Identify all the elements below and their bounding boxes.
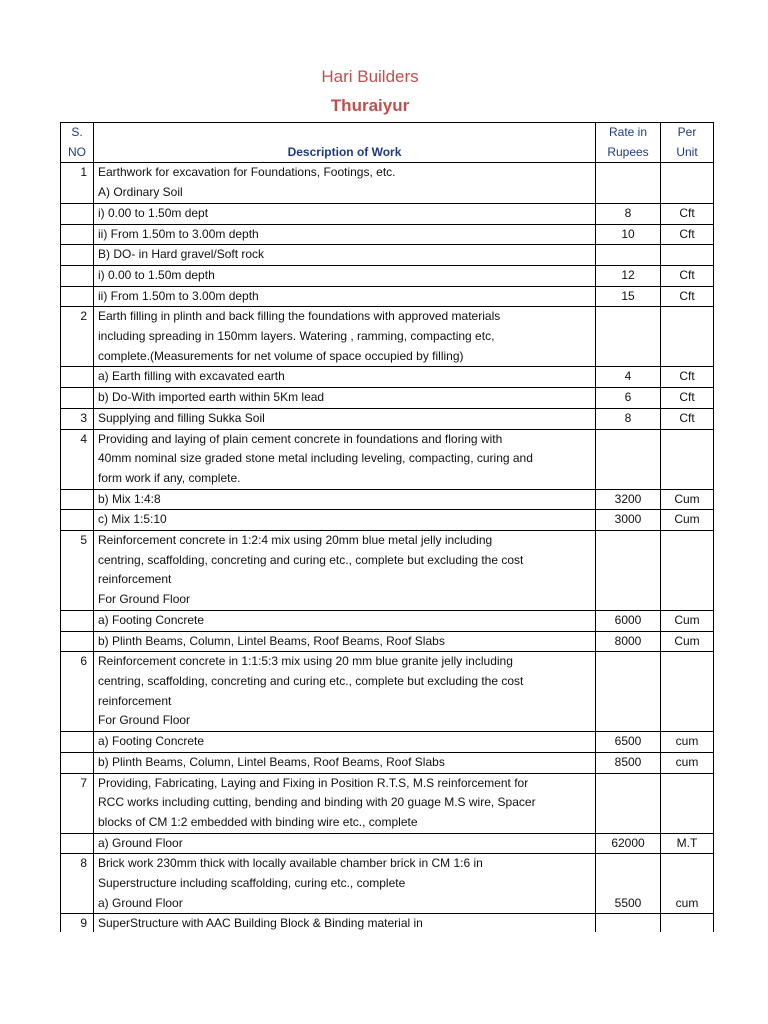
unit-cell: Cft (661, 367, 714, 388)
sno-cell (61, 610, 94, 631)
sno-cell: 2 (61, 307, 94, 367)
table-row (61, 367, 714, 388)
table-row (61, 833, 714, 854)
rate-table (60, 122, 714, 955)
description-cell: b) Mix 1:4:8 (94, 489, 596, 510)
rate-cell: 12 (596, 265, 661, 286)
sno-cell (61, 388, 94, 409)
unit-cell: Cft (661, 224, 714, 245)
table-row (61, 429, 714, 489)
company-name: Hari Builders (321, 67, 419, 86)
description-cell: b) Plinth Beams, Column, Lintel Beams, Roof Beams, Roof Slabs (94, 752, 596, 773)
rate-cell: 6000 (596, 610, 661, 631)
rate-cell (596, 773, 661, 833)
table-row (61, 631, 714, 652)
rate-cell: 8 (596, 203, 661, 224)
rate-cell: 8000 (596, 631, 661, 652)
col-description-header: Description of Work (94, 123, 596, 163)
sno-cell (61, 732, 94, 753)
description-cell: Reinforcement concrete in 1:2:4 mix using 20mm blue metal jelly including centring, scaffolding, concreting and curing etc., complete but excluding the cost reinforcement For Ground Floor (94, 531, 596, 611)
rate-cell (596, 652, 661, 732)
sno-cell (61, 224, 94, 245)
sno-cell (61, 631, 94, 652)
sno-cell: 8 (61, 854, 94, 914)
page-bottom-margin (0, 932, 768, 1024)
rate-cell: 3200 (596, 489, 661, 510)
sno-cell (61, 203, 94, 224)
sno-cell: 6 (61, 652, 94, 732)
rate-cell: 8500 (596, 752, 661, 773)
col-sno-header: S. NO (61, 123, 94, 163)
description-cell: Earth filling in plinth and back filling the foundations with approved materials including spreading in 150mm layers. Watering , ramming, compacting etc, complete.(Measurements for net volume of space occupied by filling) (94, 307, 596, 367)
unit-cell: Cum (661, 510, 714, 531)
unit-cell: cum (661, 854, 714, 914)
unit-cell (661, 652, 714, 732)
rate-cell (596, 531, 661, 611)
table-row (61, 854, 714, 914)
unit-cell (661, 163, 714, 203)
unit-cell (661, 307, 714, 367)
table-row (61, 752, 714, 773)
description-cell: i) 0.00 to 1.50m dept (94, 203, 596, 224)
table-row (61, 224, 714, 245)
sno-cell (61, 752, 94, 773)
description-cell: a) Footing Concrete (94, 732, 596, 753)
rate-cell: 3000 (596, 510, 661, 531)
description-cell: Providing and laying of plain cement concrete in foundations and floring with 40mm nominal size graded stone metal including leveling, compacting, curing and form work if any, complete. (94, 429, 596, 489)
rate-cell: 62000 (596, 833, 661, 854)
rate-cell: 10 (596, 224, 661, 245)
table-row (61, 388, 714, 409)
sno-cell (61, 367, 94, 388)
sno-cell (61, 510, 94, 531)
description-cell: Supplying and filling Sukka Soil (94, 408, 596, 429)
table-row (61, 773, 714, 833)
unit-cell: Cft (661, 265, 714, 286)
description-cell: a) Footing Concrete (94, 610, 596, 631)
table-row (61, 265, 714, 286)
unit-cell: Cum (661, 489, 714, 510)
table-row (61, 163, 714, 203)
unit-cell: Cum (661, 610, 714, 631)
description-cell: Reinforcement concrete in 1:1:5:3 mix using 20 mm blue granite jelly including centring, scaffolding, concreting and curing etc., complete but excluding the cost reinforcement For Ground Floor (94, 652, 596, 732)
unit-cell (661, 531, 714, 611)
description-cell: b) Do-With imported earth within 5Km lead (94, 388, 596, 409)
sno-cell: 4 (61, 429, 94, 489)
unit-cell: Cum (661, 631, 714, 652)
description-cell: SuperStructure with AAC Building Block & Binding material in (94, 914, 596, 954)
sno-cell: 7 (61, 773, 94, 833)
table-row (61, 203, 714, 224)
sno-cell (61, 286, 94, 307)
sno-cell: 3 (61, 408, 94, 429)
sno-cell: 1 (61, 163, 94, 203)
description-cell: a) Earth filling with excavated earth (94, 367, 596, 388)
description-cell: Brick work 230mm thick with locally available chamber brick in CM 1:6 in Superstructure including scaffolding, curing etc., complete a) Ground Floor (94, 854, 596, 914)
unit-cell: Cft (661, 286, 714, 307)
unit-cell: M.T (661, 833, 714, 854)
description-cell: ii) From 1.50m to 3.00m depth (94, 224, 596, 245)
description-cell: i) 0.00 to 1.50m depth (94, 265, 596, 286)
description-cell: Earthwork for excavation for Foundations, Footings, etc. A) Ordinary Soil (94, 163, 596, 203)
rate-cell: 8 (596, 408, 661, 429)
unit-cell (661, 773, 714, 833)
unit-cell: cum (661, 752, 714, 773)
rate-cell (596, 245, 661, 266)
table-row (61, 408, 714, 429)
description-cell: B) DO- in Hard gravel/Soft rock (94, 245, 596, 266)
rate-cell: 4 (596, 367, 661, 388)
col-unit-header: Per Unit (661, 123, 714, 163)
table-row (61, 307, 714, 367)
description-cell: Providing, Fabricating, Laying and Fixing in Position R.T.S, M.S reinforcement for RCC works including cutting, bending and binding with 20 guage M.S wire, Spacer blocks of CM 1:2 embedded with binding wire etc., complete (94, 773, 596, 833)
table-row (61, 732, 714, 753)
unit-cell: cum (661, 732, 714, 753)
description-cell: b) Plinth Beams, Column, Lintel Beams, Roof Beams, Roof Slabs (94, 631, 596, 652)
table-row (61, 610, 714, 631)
sno-cell (61, 833, 94, 854)
col-rate-header: Rate in Rupees (596, 123, 661, 163)
table-row (61, 531, 714, 611)
rate-cell: 6500 (596, 732, 661, 753)
sno-cell (61, 265, 94, 286)
sno-cell: 5 (61, 531, 94, 611)
rate-cell: 5500 (596, 854, 661, 914)
sno-cell (61, 245, 94, 266)
rate-cell: 15 (596, 286, 661, 307)
unit-cell: Cft (661, 408, 714, 429)
unit-cell (661, 245, 714, 266)
table-row (61, 489, 714, 510)
description-cell: c) Mix 1:5:10 (94, 510, 596, 531)
rate-cell (596, 163, 661, 203)
table-row (61, 245, 714, 266)
rate-cell: 6 (596, 388, 661, 409)
table-header-row (61, 123, 714, 163)
sno-cell: 9 (61, 914, 94, 954)
description-cell: a) Ground Floor (94, 833, 596, 854)
table-row (61, 286, 714, 307)
rate-cell (596, 429, 661, 489)
sno-cell (61, 489, 94, 510)
company-place: Thuraiyur (330, 96, 410, 115)
table-row (61, 510, 714, 531)
table-row (61, 652, 714, 732)
unit-cell (661, 429, 714, 489)
rate-cell (596, 307, 661, 367)
unit-cell: Cft (661, 388, 714, 409)
unit-cell: Cft (661, 203, 714, 224)
description-cell: ii) From 1.50m to 3.00m depth (94, 286, 596, 307)
